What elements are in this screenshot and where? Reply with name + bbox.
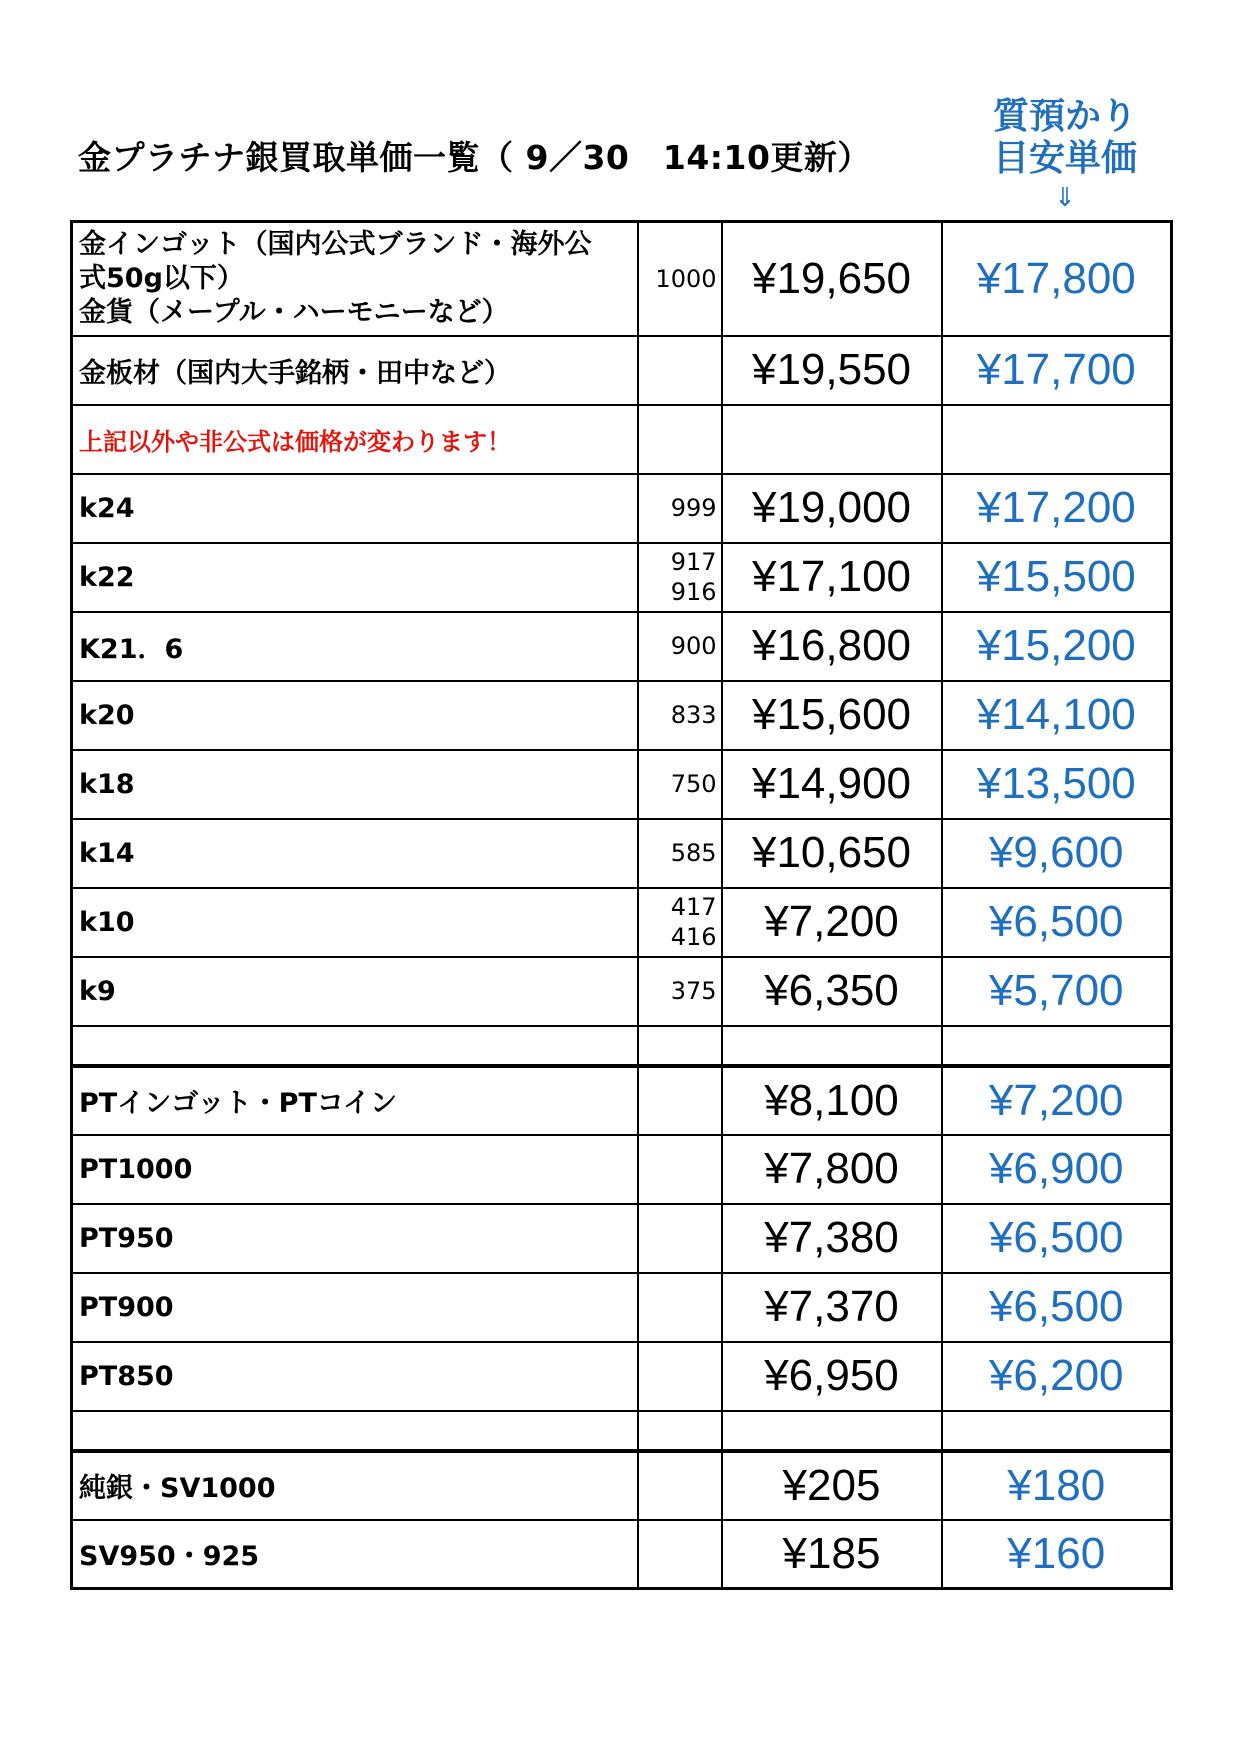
purchase-price (722, 405, 942, 474)
item-name: PT900 (72, 1273, 638, 1342)
item-name: PT850 (72, 1342, 638, 1411)
purchase-price: ¥7,380 (722, 1204, 942, 1273)
item-name: PT1000 (72, 1135, 638, 1204)
table-row (72, 1273, 1172, 1342)
table-row (72, 612, 1172, 681)
table-row (72, 957, 1172, 1026)
pawn-rate: ¥6,500 (942, 888, 1172, 957)
pawn-rate: ¥6,500 (942, 1273, 1172, 1342)
purity (638, 888, 722, 957)
item-name: k14 (72, 819, 638, 888)
item-name-line: 式50g以下） (79, 262, 244, 294)
item-name: 金板材（国内大手銘柄・田中など） (72, 336, 638, 405)
down-arrow-icon: ⇓ (1054, 183, 1076, 213)
purity-line: 416 (670, 923, 717, 951)
pawn-rate: ¥160 (942, 1520, 1172, 1589)
table-row (72, 543, 1172, 612)
rate-column-label-line1: 質預かり (992, 96, 1137, 137)
pawn-rate: ¥15,200 (942, 612, 1172, 681)
table-row (72, 1066, 1172, 1135)
notice-text: 上記以外や非公式は価格が変わります！ (72, 405, 638, 474)
purchase-price: ¥8,100 (722, 1066, 942, 1135)
rate-column-label-line2: 目安単価 (992, 138, 1137, 179)
pawn-rate: ¥17,200 (942, 474, 1172, 543)
spacer-cell (722, 1026, 942, 1066)
pawn-rate: ¥180 (942, 1451, 1172, 1520)
item-name: 純銀・SV1000 (72, 1451, 638, 1520)
purity-line: 917 (670, 548, 717, 576)
pawn-rate: ¥13,500 (942, 750, 1172, 819)
purchase-price: ¥16,800 (722, 612, 942, 681)
purity (638, 543, 722, 612)
purity-line: 916 (670, 578, 717, 606)
item-name: k10 (72, 888, 638, 957)
item-name: SV950・925 (72, 1520, 638, 1589)
pawn-rate: ¥7,200 (942, 1066, 1172, 1135)
pawn-rate: ¥5,700 (942, 957, 1172, 1026)
purity (638, 1066, 722, 1135)
purchase-price: ¥7,370 (722, 1273, 942, 1342)
spacer-row (72, 1026, 1172, 1066)
item-name: PTインゴット・PTコイン (72, 1066, 638, 1135)
item-name (72, 222, 638, 336)
purity: 585 (638, 819, 722, 888)
purity (638, 336, 722, 405)
table-row (72, 819, 1172, 888)
item-name: k24 (72, 474, 638, 543)
table-row (72, 405, 1172, 474)
purity: 999 (638, 474, 722, 543)
table-row (72, 750, 1172, 819)
table-row (72, 474, 1172, 543)
table-row (72, 1520, 1172, 1589)
pawn-rate: ¥14,100 (942, 681, 1172, 750)
purity (638, 1204, 722, 1273)
pawn-rate: ¥6,200 (942, 1342, 1172, 1411)
page-title: 金プラチナ銀買取単価一覧（ 9／30 14:10更新） (78, 138, 871, 177)
table-row (72, 681, 1172, 750)
table-row (72, 1451, 1172, 1520)
purity: 375 (638, 957, 722, 1026)
item-name-line: 金インゴット（国内公式ブランド・海外公 (79, 228, 592, 260)
purity (638, 1520, 722, 1589)
purity (638, 1273, 722, 1342)
spacer-cell (722, 1411, 942, 1451)
purity: 1000 (638, 222, 722, 336)
pawn-rate (942, 405, 1172, 474)
spacer-cell (638, 1411, 722, 1451)
table-row (72, 222, 1172, 336)
purchase-price: ¥15,600 (722, 681, 942, 750)
purchase-price: ¥6,950 (722, 1342, 942, 1411)
table-row (72, 1204, 1172, 1273)
purchase-price: ¥7,800 (722, 1135, 942, 1204)
spacer-cell (638, 1026, 722, 1066)
item-name-line: 金貨（メープル・ハーモニーなど） (79, 296, 509, 328)
spacer-cell (72, 1411, 638, 1451)
purity (638, 405, 722, 474)
purity: 833 (638, 681, 722, 750)
item-name: k22 (72, 543, 638, 612)
pawn-rate: ¥15,500 (942, 543, 1172, 612)
table-row (72, 1135, 1172, 1204)
purity (638, 1135, 722, 1204)
purity: 900 (638, 612, 722, 681)
pawn-rate: ¥17,800 (942, 222, 1172, 336)
purchase-price: ¥10,650 (722, 819, 942, 888)
purchase-price: ¥19,650 (722, 222, 942, 336)
purchase-price: ¥185 (722, 1520, 942, 1589)
price-table (70, 220, 1173, 1590)
purity-line: 417 (670, 893, 717, 921)
table-row (72, 1342, 1172, 1411)
purity (638, 1342, 722, 1411)
pawn-rate: ¥6,500 (942, 1204, 1172, 1273)
table-row (72, 336, 1172, 405)
item-name: k9 (72, 957, 638, 1026)
purity: 750 (638, 750, 722, 819)
item-name: k18 (72, 750, 638, 819)
spacer-row (72, 1411, 1172, 1451)
purchase-price: ¥19,550 (722, 336, 942, 405)
purchase-price: ¥7,200 (722, 888, 942, 957)
spacer-cell (72, 1026, 638, 1066)
purchase-price: ¥205 (722, 1451, 942, 1520)
item-name: K21．6 (72, 612, 638, 681)
spacer-cell (942, 1411, 1172, 1451)
spacer-cell (942, 1026, 1172, 1066)
purity (638, 1451, 722, 1520)
table-row (72, 888, 1172, 957)
purchase-price: ¥14,900 (722, 750, 942, 819)
pawn-rate: ¥17,700 (942, 336, 1172, 405)
pawn-rate: ¥6,900 (942, 1135, 1172, 1204)
item-name: PT950 (72, 1204, 638, 1273)
item-name: k20 (72, 681, 638, 750)
purchase-price: ¥17,100 (722, 543, 942, 612)
pawn-rate: ¥9,600 (942, 819, 1172, 888)
purchase-price: ¥19,000 (722, 474, 942, 543)
purchase-price: ¥6,350 (722, 957, 942, 1026)
